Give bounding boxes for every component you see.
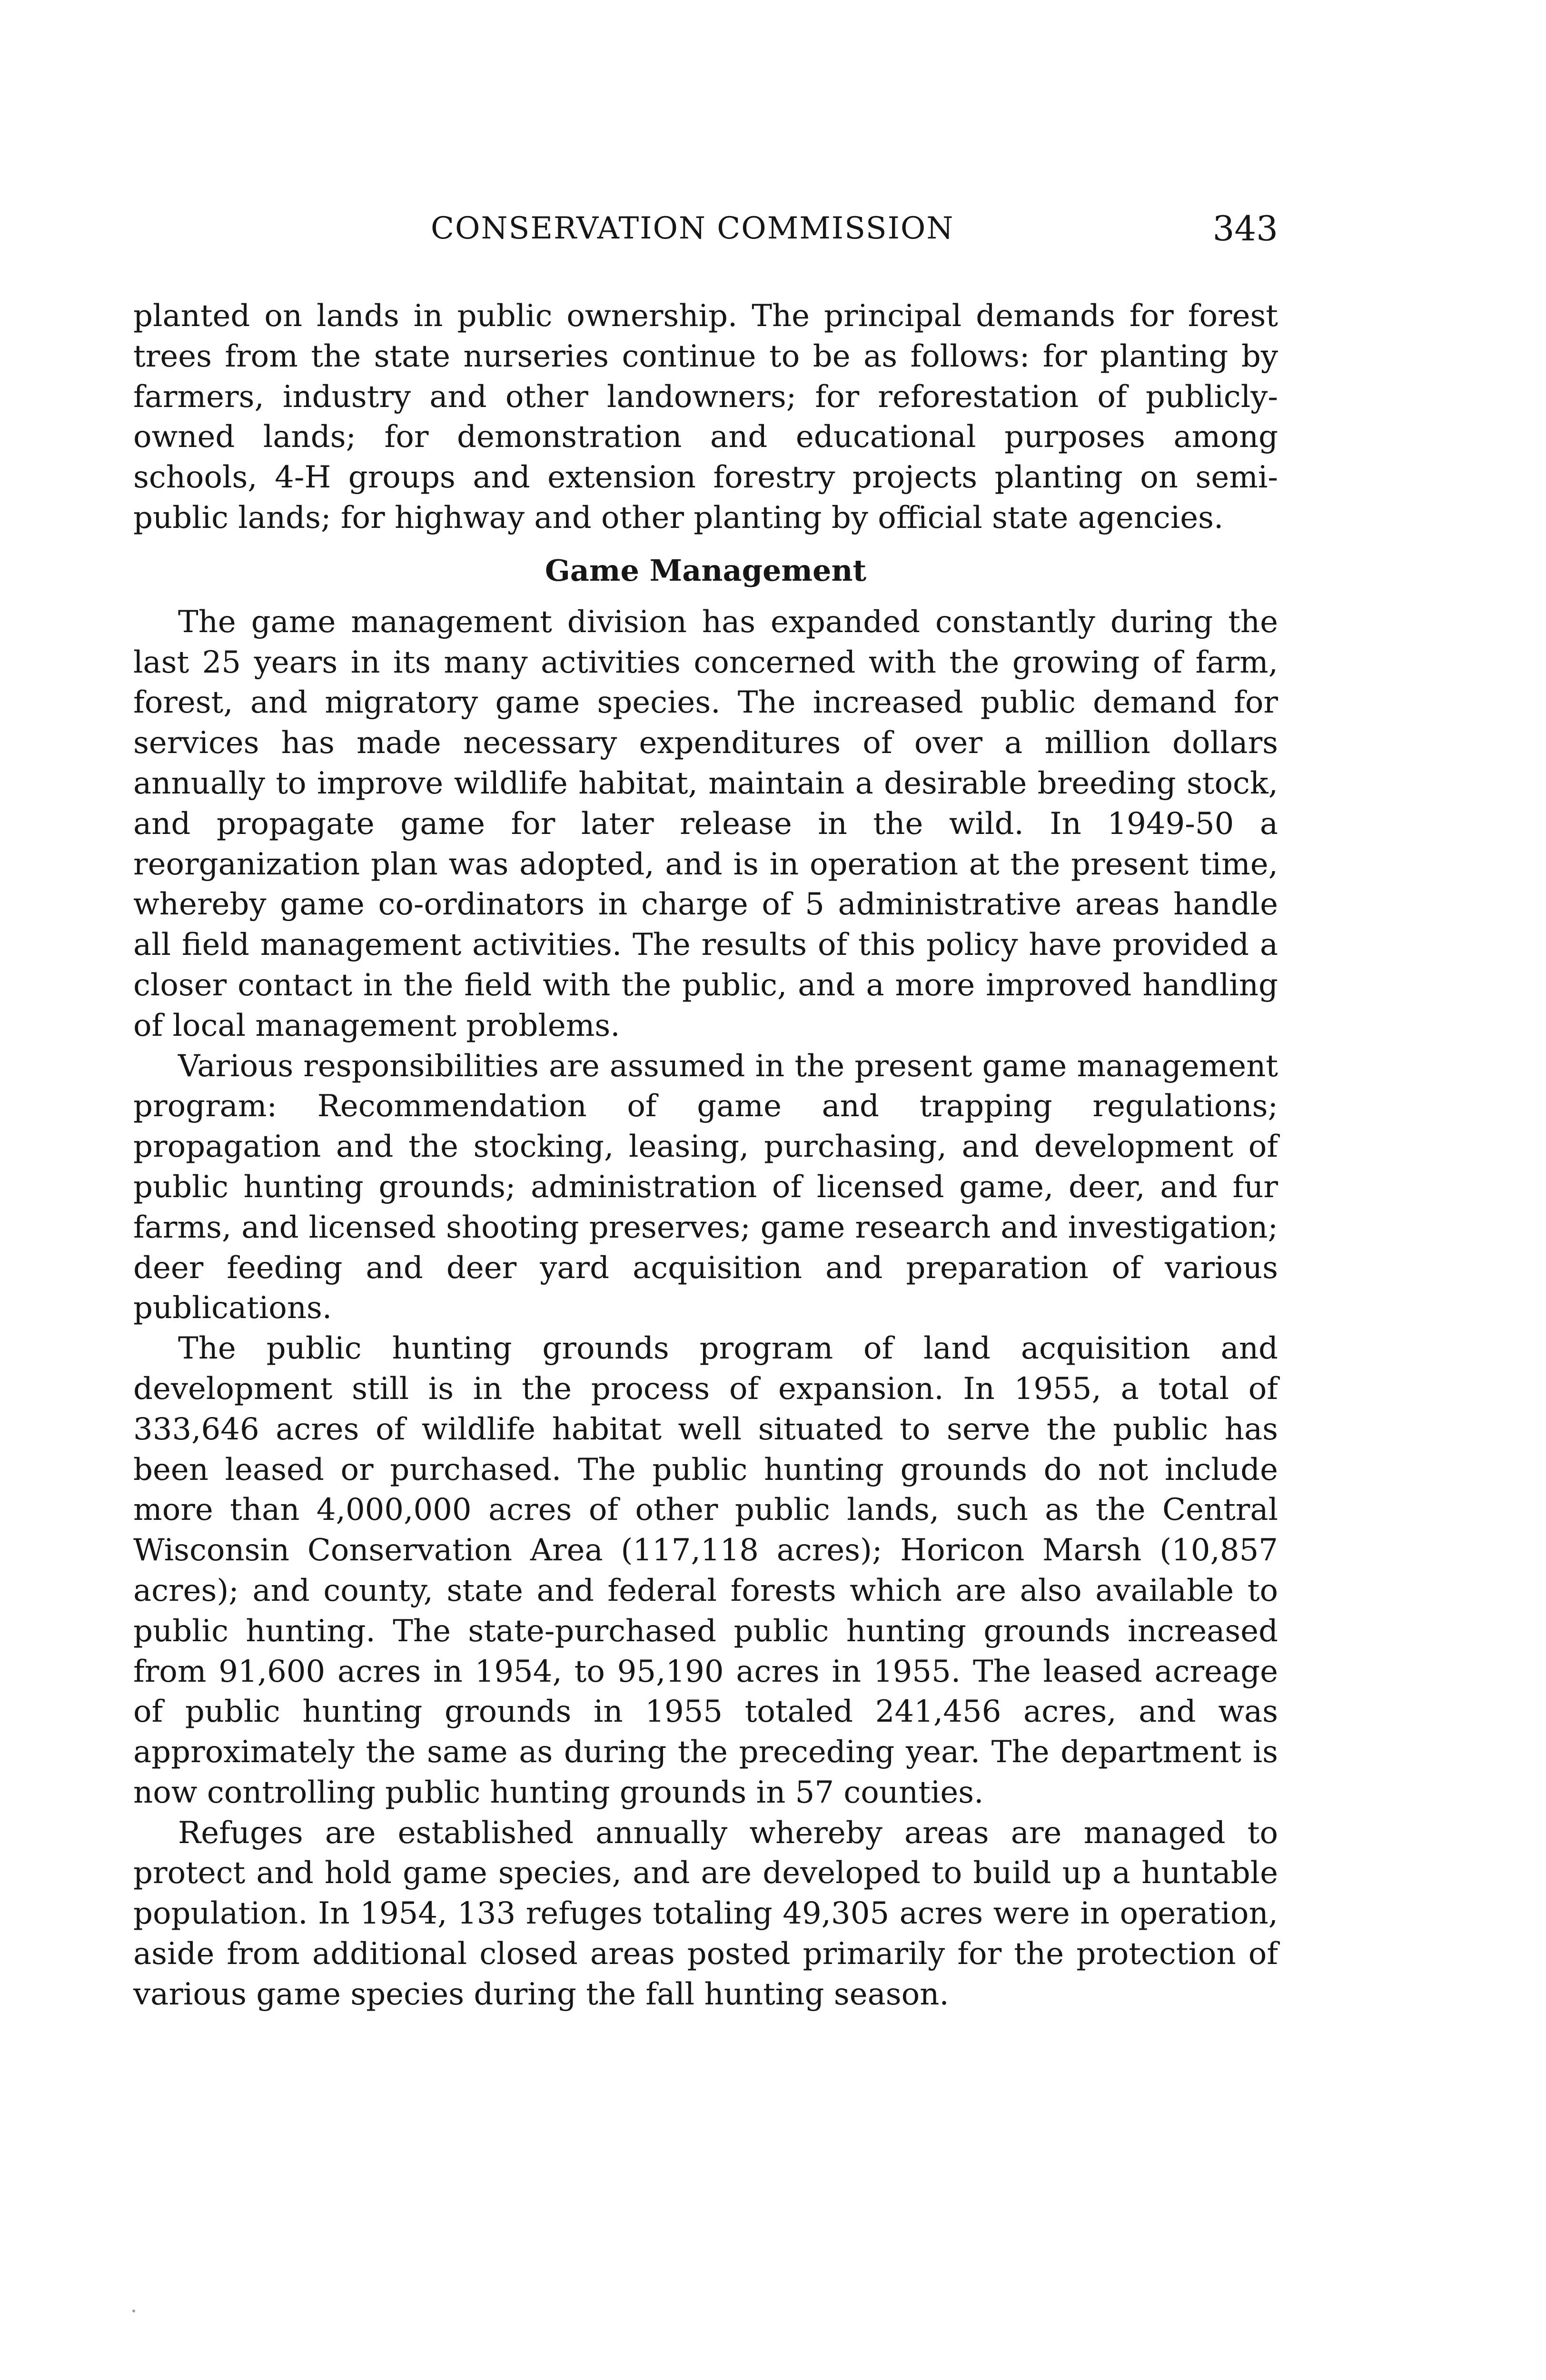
scan-speck — [132, 2310, 135, 2312]
paragraph-division-overview: The game management division has expanded constantly during the last 25 years in its many activities concerned with the growing of farm, forest, and migratory game species. The increased public demand for services has made necessary expenditures of over a million dollars annually to improve wildlife habitat, maintain a desirable breeding stock, and propagate game for later release in the wild. In 1949-50 a reorganization plan was adopted, and is in operation at the present time, whereby game co-ordinators in charge of 5 administrative areas handle all field management activities. The results of this policy have provided a closer contact in the field with the public, and a more improved handling of local management problems. — [133, 604, 1278, 1043]
section-heading-game-management: Game Management — [545, 553, 867, 588]
running-title: CONSERVATION COMMISSION — [431, 211, 954, 246]
paragraph-responsibilities: Various responsibilities are assumed in the present game management program: Recommendation of game and trapping regulations; propagation and the stocking, leasing, purchasing, and development of public hunting grounds; administration of licensed game, deer, and fur farms, and licensed shooting preserves; game research and investigation; deer feeding and deer yard acquisition and preparation of various publications. — [133, 1048, 1278, 1326]
page-number: 343 — [1212, 208, 1278, 248]
paragraph-refuges: Refuges are established annually whereby areas are managed to protect and hold game species, and are developed to build up a huntable population. In 1954, 133 refuges totaling 49,305 acres were in operation, aside from additional closed areas posted primarily for the protection of various game species during the fall hunting season. — [133, 1815, 1278, 2012]
paragraph-forest-nurseries: planted on lands in public ownership. The principal demands for forest trees from the state nurseries continue to be as follows: for planting by farmers, industry and other landowners; for reforestation of publicly-owned lands; for demonstration and educational purposes among schools, 4-H groups and extension forestry projects planting on semi-public lands; for highway and other planting by official state agencies. — [133, 298, 1278, 536]
paragraph-public-hunting-grounds: The public hunting grounds program of land acquisition and development still is in the process of expansion. In 1955, a total of 333,646 acres of wildlife habitat well situated to serve the public has been leased or purchased. The public hunting grounds do not include more than 4,000,000 acres of other public lands, such as the Central Wisconsin Conservation Area (117,118 acres); Horicon Marsh (10,857 acres); and county, state and federal forests which are also available to public hunting. The state-purchased public hunting grounds increased from 91,600 acres in 1954, to 95,190 acres in 1955. The leased acreage of public hunting grounds in 1955 totaled 241,456 acres, and was approximately the same as during the preceding year. The department is now controlling public hunting grounds in 57 counties. — [133, 1331, 1278, 1810]
body-text — [133, 296, 1278, 2015]
running-head — [138, 205, 1278, 252]
